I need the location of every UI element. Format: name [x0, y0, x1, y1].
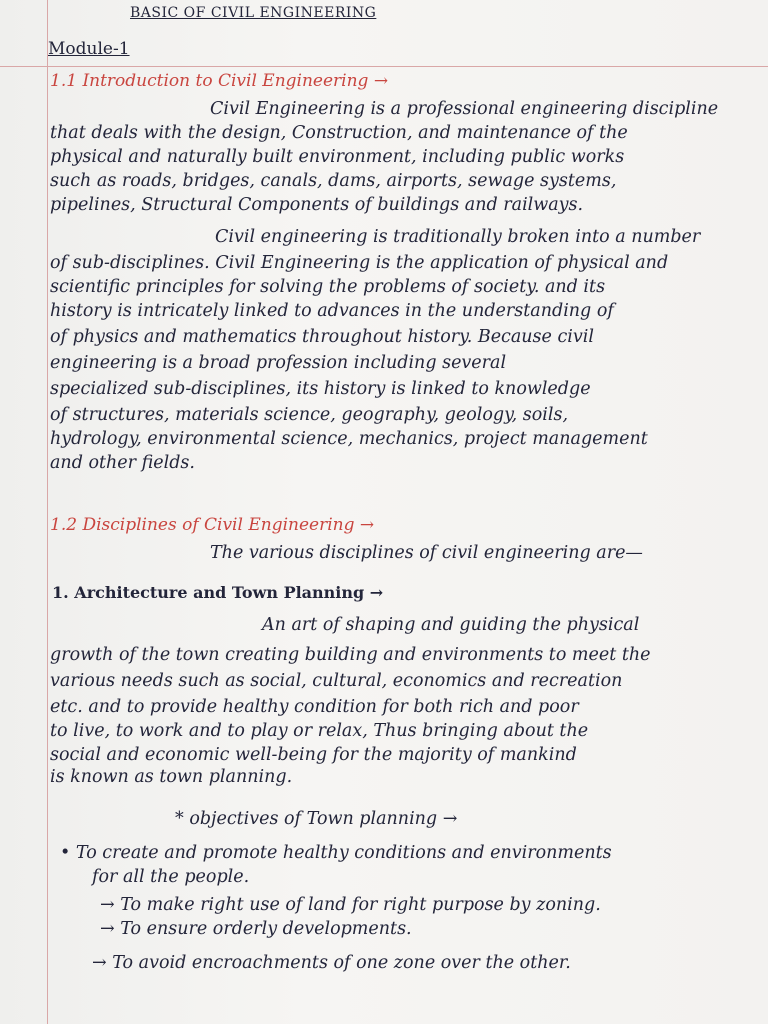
- objective-item: • To create and promote healthy conditions and environments: [60, 843, 612, 863]
- paragraph-line: pipelines, Structural Components of buildings and railways.: [50, 195, 584, 215]
- top-rule-line: [0, 66, 768, 67]
- paragraph-line: etc. and to provide healthy condition for both rich and poor: [50, 697, 579, 717]
- margin-line: [47, 0, 48, 1024]
- paragraph-line: scientific principles for solving the problems of society. and its: [50, 277, 606, 297]
- paragraph-line: of structures, materials science, geography, geology, soils,: [50, 405, 569, 425]
- paragraph-line: hydrology, environmental science, mechanics, project management: [50, 429, 648, 449]
- paragraph-line: physical and naturally built environment, including public works: [50, 147, 625, 167]
- paragraph-line: social and economic well-being for the majority of mankind: [50, 745, 577, 765]
- paragraph-line: Civil Engineering is a professional engineering discipline: [210, 99, 719, 119]
- paragraph-line: that deals with the design, Construction, and maintenance of the: [50, 123, 628, 143]
- paragraph-line: engineering is a broad profession including several: [50, 353, 507, 373]
- paragraph-line: such as roads, bridges, canals, dams, airports, sewage systems,: [50, 171, 617, 191]
- paragraph-line: growth of the town creating building and environments to meet the: [50, 645, 651, 665]
- paragraph-line: and other fields.: [50, 453, 195, 473]
- architecture-heading: 1. Architecture and Town Planning →: [52, 583, 384, 602]
- paragraph-line: is known as town planning.: [50, 767, 293, 787]
- paragraph-line: various needs such as social, cultural, economics and recreation: [50, 671, 623, 691]
- objective-item: → To avoid encroachments of one zone over the other.: [92, 953, 571, 973]
- objective-item: → To ensure orderly developments.: [100, 919, 412, 939]
- objectives-heading: * objectives of Town planning →: [175, 809, 458, 829]
- paragraph-line: to live, to work and to play or relax, Thus bringing about the: [50, 721, 589, 741]
- paragraph-line: of sub-disciplines. Civil Engineering is the application of physical and: [50, 253, 669, 273]
- section-1-2-title: 1.2 Disciplines of Civil Engineering →: [50, 515, 375, 535]
- section-1-1-title: 1.1 Introduction to Civil Engineering →: [50, 71, 389, 91]
- paragraph-line: history is intricately linked to advances in the understanding of: [50, 301, 614, 321]
- module-label: Module-1: [48, 39, 130, 59]
- paragraph-line: specialized sub-disciplines, its history is linked to knowledge: [50, 379, 591, 399]
- objective-item: → To make right use of land for right purpose by zoning.: [100, 895, 601, 915]
- objective-item: for all the people.: [92, 867, 250, 887]
- paragraph-line: Civil engineering is traditionally broken into a number: [215, 227, 701, 247]
- paragraph-line: An art of shaping and guiding the physical: [262, 615, 640, 635]
- disciplines-intro: The various disciplines of civil engineering are—: [210, 543, 643, 563]
- paragraph-line: of physics and mathematics throughout history. Because civil: [50, 327, 594, 347]
- page-heading: BASIC OF CIVIL ENGINEERING: [130, 5, 377, 21]
